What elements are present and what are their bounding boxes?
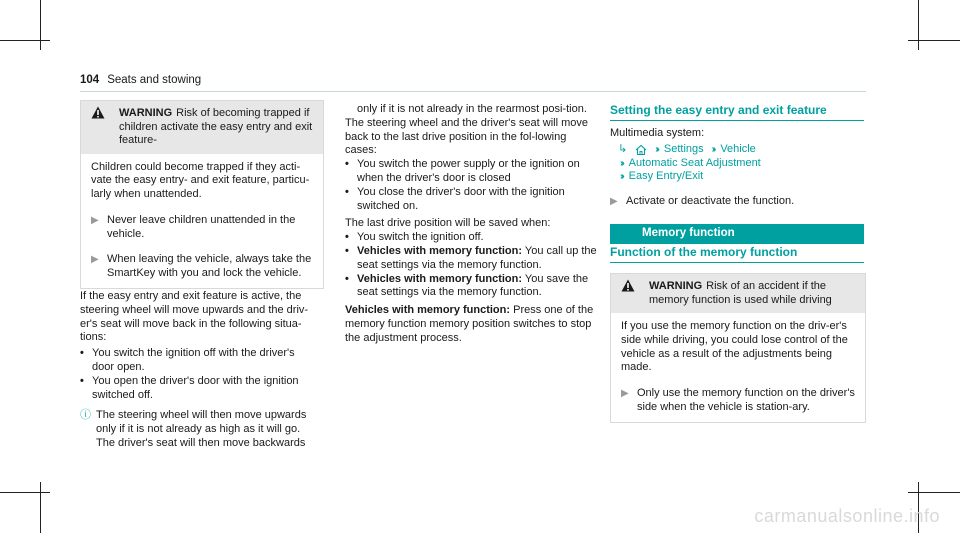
crop-mark [908, 492, 960, 493]
crop-mark [918, 0, 919, 50]
header-rule [80, 91, 866, 92]
list-item: • You switch the power supply or the ignition on when the driver's door is closed [345, 158, 580, 184]
list-item: • Vehicles with memory function: You save the seat settings via the memory function. [345, 272, 589, 299]
warning-head [81, 101, 323, 154]
list-item: • Vehicles with memory function: You call up the seat settings via the memory function. [345, 244, 597, 271]
warning-step: ▶ Only use the memory function on the driver's side when the vehicle is station-ary. [621, 387, 855, 413]
chevron-right-icon: ›› [711, 143, 715, 155]
paragraph: only if it is not already in the rearmost posi-tion. [357, 103, 587, 115]
home-icon[interactable] [635, 144, 647, 156]
list-item: • You open the driver's door with the ignition switched off. [80, 374, 299, 401]
menu-path [610, 143, 864, 157]
list-item: • You close the driver's door with the ignition switched on. [345, 185, 565, 212]
arrow-right-icon: ▶ [610, 196, 618, 208]
menu-path [610, 157, 864, 171]
arrow-right-icon: ▶ [91, 254, 99, 266]
section-rule [610, 120, 864, 121]
chevron-right-icon: ›› [655, 143, 658, 155]
warning-head [611, 274, 865, 313]
warning-icon [621, 279, 635, 292]
crop-mark [40, 0, 41, 50]
paragraph: Vehicles with memory function: Press one of the memory function memory position switches to stop the adjustment process. [345, 304, 594, 344]
warning-step: ▶ Never leave children unattended in the vehicle. [91, 213, 296, 240]
list-item: • You switch the ignition off. [345, 231, 484, 244]
setting-section-title: Setting the easy entry and exit feature [610, 103, 827, 117]
crop-mark [908, 40, 960, 41]
warning-label: WARNING [649, 280, 703, 292]
paragraph: The last drive position will be saved when: [345, 217, 551, 230]
warning-icon [91, 106, 105, 119]
function-section-title: Function of the memory function [610, 245, 798, 259]
chevron-right-icon: ›› [620, 171, 623, 183]
warning-title: Risk of an accident if the memory function is used while driving [649, 280, 832, 306]
warning-label: WARNING [119, 107, 173, 119]
list-item: • You switch the ignition off with the driver's door open. [80, 347, 295, 373]
paragraph: If the easy entry and exit feature is active, the steering wheel will move upwards and the driv-er's seat will move back in the following situa-tions: [80, 290, 309, 344]
warning-box-trap [80, 100, 324, 289]
paragraph: The steering wheel and the driver's seat will move back to the last drive position in the fol-lowing cases: [345, 116, 588, 157]
multimedia-label: Multimedia system: [610, 127, 705, 139]
column-1-text [80, 290, 316, 451]
menu-path [610, 170, 864, 184]
info-icon: ⓘ [80, 409, 91, 422]
crop-mark [40, 482, 41, 533]
menu-item-settings[interactable]: Settings [663, 142, 704, 155]
column-3-text [610, 127, 864, 209]
warning-step: ▶ When leaving the vehicle, always take the SmartKey with you and lock the vehicle. [91, 253, 312, 280]
watermark: carmanualsonline.info [754, 506, 940, 526]
note: ⓘ The steering wheel will then move upwards only if it is not already as high as it will go. The driver's seat will then move backwards [80, 409, 307, 449]
menu-item-vehicle[interactable]: Vehicle [720, 142, 756, 155]
menu-item-automatic-seat-adjustment[interactable]: Automatic Seat Adjustment [628, 156, 761, 169]
warning-body: If you use the memory function on the driv-er's side while driving, you could lose control of the vehicle as a result of the adjustments being made. [621, 320, 848, 374]
arrow-right-icon: ▶ [621, 388, 629, 400]
arrow-right-icon: ▶ [91, 214, 99, 226]
column-2-text [345, 103, 597, 346]
warning-title: Risk of becoming trapped if children activate the easy entry and exit feature- [119, 107, 313, 146]
memory-function-heading: Memory function [642, 227, 735, 239]
section-rule [610, 262, 864, 263]
page-number: 104 [80, 74, 100, 86]
chevron-right-icon: ›› [620, 157, 623, 169]
page-header [80, 74, 201, 86]
crop-mark [0, 492, 50, 493]
menu-item-easy-entry-exit[interactable]: Easy Entry/Exit [628, 170, 704, 183]
warning-body: Children could become trapped if they acti-vate the easy entry- and exit feature, particu-larly when unattended. [91, 160, 310, 201]
return-arrow-icon: ↳ [618, 142, 628, 155]
memory-function-bar [610, 224, 864, 244]
crop-mark [0, 40, 50, 41]
instruction-step: ▶ Activate or deactivate the function. [610, 195, 795, 208]
warning-box-memory [610, 273, 866, 423]
section-title: Seats and stowing [107, 74, 202, 86]
